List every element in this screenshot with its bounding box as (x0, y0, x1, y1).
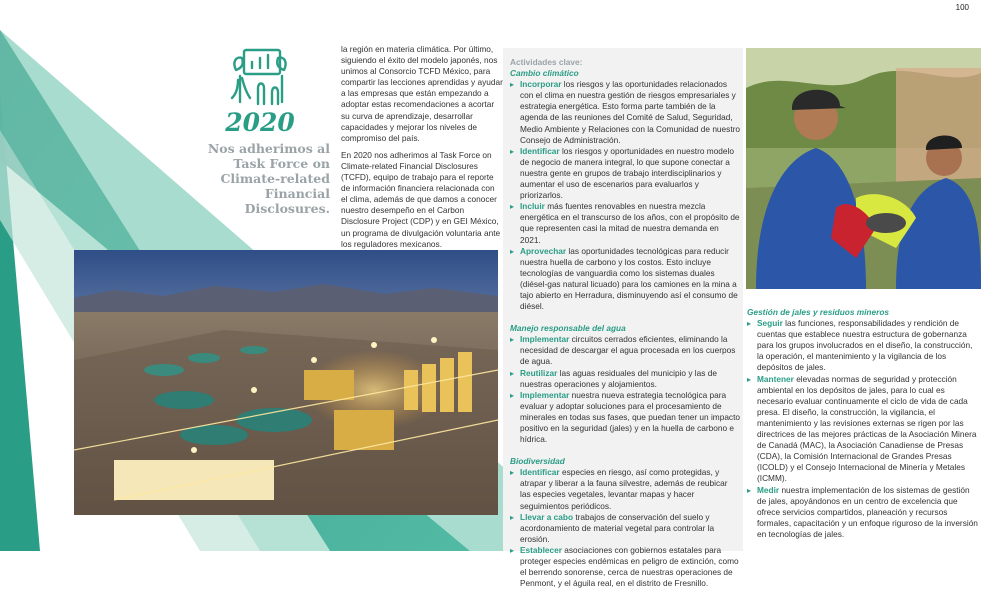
list-item: ▸ Aprovechar las oportunidades tecnológicas para reducir nuestra huella de carbono y los costos. Esto incluye tecnologías de vanguardia como los sistemas duales (diésel-gas natural licuado) para los camiones en la mina a tajo abierto en Herradura, disminuyendo así el consumo de diésel. (510, 246, 740, 313)
page-number: 100 (955, 3, 969, 12)
tailings-list (747, 318, 979, 540)
section-heading-biodiversity: Biodiversidad (510, 456, 565, 467)
biodiversity-list (510, 467, 740, 589)
list-item: ▸ Seguir las funciones, responsabilidades y rendición de cuentas que establece nuestra estructura de gobernanza para los grupos involucrados en el diseño, la construcción, la operación, el mantenimiento y la vigilancia de los depósitos de jales. (747, 318, 979, 373)
left-text-column (341, 44, 503, 256)
tailings-column (747, 307, 979, 540)
list-item: ▸ Identificar los riesgos y oportunidades en nuestro modelo de negocio de manera integral, lo que supone conectar a nuestra gente en grupos de trabajo interdisciplinarios y aumentar el uso de escenarios para evaluarlos y priorizarlos. (510, 146, 740, 201)
workers-handling-animal-photo (746, 48, 981, 289)
hero-title: Nos adherimos al Task Force on Climate-related Financial Disclosures. (207, 141, 330, 216)
section-heading-tailings: Gestión de jales y residuos mineros (747, 307, 890, 317)
list-item: ▸ Implementar circuitos cerrados eficientes, eliminando la necesidad de descargar el agua procesada en los cuerpos de agua. (510, 334, 740, 367)
list-item: ▸ Identificar especies en riesgo, así como protegidas, y atrapar y liberar a la fauna silvestre, además de reubicar las especies vegetales, levantar mapas y hacer seguimientos periódicos. (510, 467, 740, 511)
list-item: ▸ Mantener elevadas normas de seguridad y protección ambiental en los depósitos de jales, para lo cual es necesario evaluar continuamente el ciclo de vida de cada presa. El diseño, la construcción, la vigilancia, el mantenimiento y las revisiones externas se rigen por las directrices de las mejores prácticas de la Asociación Minera de Canadá (MAC), la Asociación Canadiense de Presas (CDA), la Comisión Internacional de Grandes Presas (ICOLD) y el Consejo Internacional de Minería y Metales (ICMM). (747, 374, 979, 485)
paragraph: En 2020 nos adherimos al Task Force on Climate-related Financial Disclosures (TCFD), equipo de trabajo para el reporte de información financiera relacionada con el clima, además de que damos a conocer nuestro desempeño en el Carbon Disclosure Project (CDP) y en GEI México, un programa de divulgación voluntaria ante los reguladores mexicanos. (341, 149, 501, 249)
list-item: ▸ Medir nuestra implementación de los sistemas de gestión de jales, apoyándonos en un centro de excelencia que ofrece servicios compartidos, planeación y recursos formales, capacitación y un enfoque riguroso de la inversión en tecnologías de jales. (747, 485, 979, 540)
list-item: ▸ Establecer asociaciones con gobiernos estatales para proteger especies endémicas en peligro de extinción, como el berrendo sonorense, cerca de nuestras operaciones de Penmont, y el águila real, en el distrito de Fresnillo. (510, 545, 740, 589)
activities-column (510, 57, 740, 589)
mine-plant-night-photo (74, 250, 498, 515)
hero-year: 2020 (225, 108, 295, 137)
activities-kicker: Actividades clave: (510, 57, 583, 67)
section-heading-water: Manejo responsable del agua (510, 323, 626, 334)
list-item: ▸ Reutilizar las aguas residuales del municipio y las de nuestras operaciones y alojamientos. (510, 368, 740, 390)
paragraph: la región en materia climática. Por último, siguiendo el éxito del modelo japonés, nos unimos al Consorcio TCFD México, para compartir las lecciones aprendidas y ayudar a las empresas que están empezando a adoptar estas recomendaciones a acortar su curva de aprendizaje, desarrollar capacidades y mejorar los niveles de compromiso del país. (341, 44, 503, 143)
section-heading-climate: Cambio climático (510, 68, 579, 79)
list-item: ▸ Incluir más fuentes renovables en nuestra mezcla energética en el transcurso de los años, con el propósito de que representen casi la mitad de nuestra demanda en 2021. (510, 201, 740, 245)
list-item: ▸ Llevar a cabo trabajos de conservación del suelo y acordonamiento de material vegetal para controlar la erosión. (510, 512, 740, 545)
growth-plant-icon (228, 48, 292, 106)
list-item: ▸ Implementar nuestra nueva estrategia tecnológica para evaluar y adoptar soluciones para el procesamiento de minerales en todas sus fases, que puedan tener un impacto positivo en la seguridad (jales) y en la huella de carbono e hídrica. (510, 390, 740, 445)
list-item: ▸ Incorporar los riesgos y las oportunidades relacionados con el clima en nuestra gestión de riesgos empresariales y estrategia energética. Esto forma parte también de la agenda de las reuniones del Comité de Salud, Seguridad, Medio Ambiente y Relaciones con la Comunidad de nuestro Consejo de Administración. (510, 79, 740, 146)
climate-list (510, 79, 740, 312)
water-list (510, 334, 740, 445)
